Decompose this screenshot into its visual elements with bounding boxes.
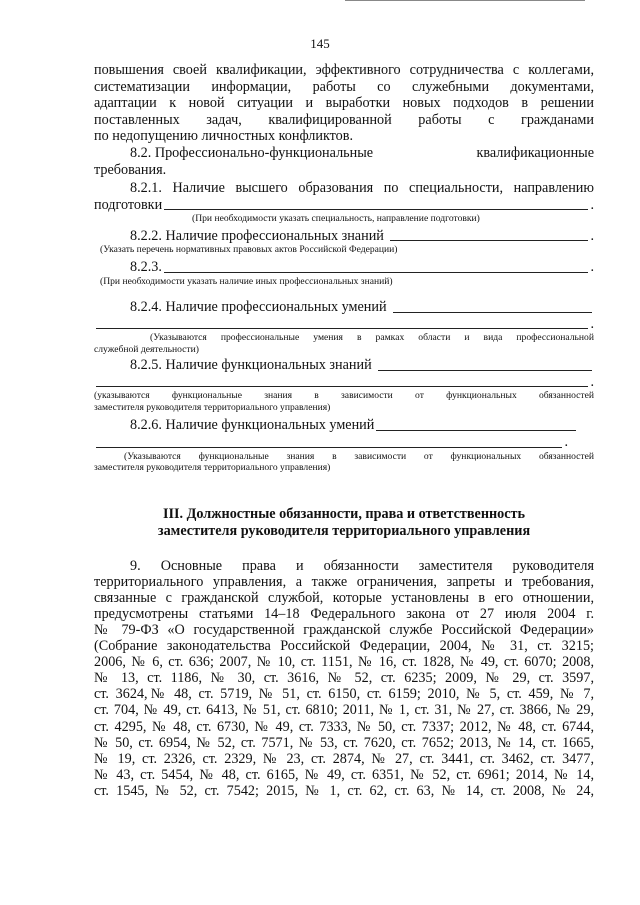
caption-hint-cont: заместителя руководителя территориального управления) <box>94 401 331 413</box>
section-8-2-1-text: 8.2.1. Наличие высшего образования по специальности, направлению <box>130 180 594 197</box>
section-8-2-3-label: 8.2.3. <box>130 258 162 275</box>
text-line: поставленных задач, квалифицированной работы с гражданами <box>94 111 594 128</box>
text-line: предусмотрены статьями 14–18 Федерального закона от 27 июля 2004 г. <box>94 605 594 622</box>
period: . <box>590 258 594 275</box>
text-line: ст. 704, № 49, ст. 6413, № 51, ст. 6810; 2011, № 1, ст. 31, № 27, ст. 3866, № 29, <box>94 702 594 719</box>
section-8-2-3-row <box>94 259 594 276</box>
period: . <box>590 315 594 332</box>
text-line: № 50, ст. 6954, № 52, ст. 7571, № 53, ст. 7620, ст. 7652; 2013, № 14, ст. 1665, <box>94 734 594 751</box>
caption-hint: (Указываются функциональные знания в зависимости от функциональных обязанностей <box>124 450 594 462</box>
section-8-2-2-row <box>94 228 594 245</box>
fill-in-blank <box>96 316 588 329</box>
fill-in-blank <box>378 358 592 371</box>
paragraph-9 <box>94 558 594 799</box>
text-line: (Собрание законодательства Российской Федерации, 2004, № 31, ст. 3215; <box>94 638 594 655</box>
section-8-2-3 <box>94 259 594 287</box>
fill-in-blank <box>393 300 592 313</box>
text-line: повышения своей квалификации, эффективного сотрудничества с коллегами, <box>94 62 594 78</box>
section-8-2-4-label: 8.2.4. Наличие профессиональных умений <box>130 299 387 316</box>
section-8-2-4-row <box>94 299 594 316</box>
section-8-2-6-row2 <box>94 434 594 451</box>
text-line: по недопущению личностных конфликтов. <box>94 128 354 145</box>
fill-in-blank <box>96 374 588 387</box>
section-8-2-6-label: 8.2.6. Наличие функциональных умений <box>130 417 375 434</box>
section-title-cont: заместителя руководителя территориального управления <box>157 522 531 539</box>
text-line: ст. 4295, № 48, ст. 6730, № 49, ст. 7333, № 50, ст. 7337; 2012, № 48, ст. 6744, <box>94 718 594 735</box>
text-line: ст. 3624,№ 48, ст. 5719, № 51, ст. 6150, ст. 6159; 2010, № 5, ст. 459, № 7, <box>94 686 594 703</box>
text-line: связанные с гражданской службой, которые установлены в его отношении, <box>94 589 594 606</box>
caption-hint-cont: заместителя руководителя территориального управления) <box>94 462 331 474</box>
section-8-2-1 <box>94 180 594 225</box>
section-8-2-2-label: 8.2.2. Наличие профессиональных знаний <box>130 227 384 244</box>
fill-in-blank <box>96 435 562 448</box>
text-line: № 43, ст. 5454, № 48, ст. 6165, № 49, ст. 6351, № 52, ст. 6961; 2014, № 14, <box>94 766 594 783</box>
text-line: ст. 1545, № 52, ст. 7542; 2015, № 1, ст. 62, ст. 63, № 14, ст. 2008, № 24, <box>94 782 594 799</box>
fill-in-blank <box>376 418 576 431</box>
section-8-2-1-word: подготовки <box>94 196 163 213</box>
section-8-2-5-row2 <box>94 374 594 391</box>
period: . <box>590 373 594 390</box>
caption-hint: (При необходимости указать наличие иных профессиональных знаний) <box>100 275 393 287</box>
section-8-2-cont: требования. <box>94 161 167 178</box>
text-line: систематизации информации, работы со служебными документами, <box>94 78 594 95</box>
fill-in-blank <box>164 197 588 210</box>
text-line: 9. Основные права и обязанности заместителя руководителя <box>130 557 594 574</box>
period: . <box>590 227 594 244</box>
text-line: № 79-ФЗ «О государственной гражданской службе Российской Федерации» <box>94 621 594 638</box>
section-8-2-5 <box>94 357 594 413</box>
caption-hint: (При необходимости указать специальность, направление подготовки) <box>192 213 480 225</box>
fill-in-blank <box>390 228 589 241</box>
intro-paragraph <box>94 62 594 145</box>
text-line: территориального управления, а также ограничения, запреты и требования, <box>94 573 594 590</box>
section-8-2-4-row2 <box>94 316 594 333</box>
text-line: 2006, № 6, ст. 636; 2007, № 10, ст. 1151, № 16, ст. 1828, № 49, ст. 6070; 2008, <box>94 654 594 671</box>
section-8-2-heading <box>94 145 594 162</box>
section-8-2-6 <box>94 417 594 473</box>
text-line: № 13, ст. 1186, № 30, ст. 3616, № 52, ст. 6235; 2009, № 29, ст. 3597, <box>94 670 594 687</box>
caption-hint: (Указать перечень нормативных правовых актов Российской Федерации) <box>100 244 398 256</box>
page-body <box>94 62 594 799</box>
section-8-2-label: 8.2. Профессионально-функциональные <box>130 144 374 161</box>
page-number: 145 <box>310 36 330 51</box>
caption-hint: (Указываются профессиональные умения в рамках области и вида профессиональной <box>150 332 594 344</box>
section-8-2-5-row <box>94 357 594 374</box>
text-line: № 19, ст. 2326, ст. 2329, № 23, ст. 2874, № 27, ст. 3441, ст. 3462, ст. 3477, <box>94 750 594 767</box>
section-3-heading <box>94 506 594 540</box>
section-8-2-1-fill-row <box>94 197 594 214</box>
scan-top-line <box>345 0 585 1</box>
section-8-2-5-label: 8.2.5. Наличие функциональных знаний <box>130 357 372 374</box>
text-line: адаптации к новой ситуации и выработки новых подходов в решении <box>94 95 594 112</box>
section-8-2-label-right: квалификационные <box>476 144 594 161</box>
caption-hint-cont: служебной деятельности) <box>94 343 199 355</box>
section-title: III. Должностные обязанности, права и ответственность <box>162 505 526 522</box>
period: . <box>590 196 594 213</box>
section-8-2-4 <box>94 299 594 355</box>
section-8-2-6-row <box>94 417 594 434</box>
period: . <box>564 434 568 450</box>
section-8-2 <box>94 145 594 178</box>
fill-in-blank <box>164 260 589 273</box>
section-8-2-2 <box>94 228 594 256</box>
caption-hint: (указываются функциональные знания в зависимости от функциональных обязанностей <box>94 390 594 402</box>
